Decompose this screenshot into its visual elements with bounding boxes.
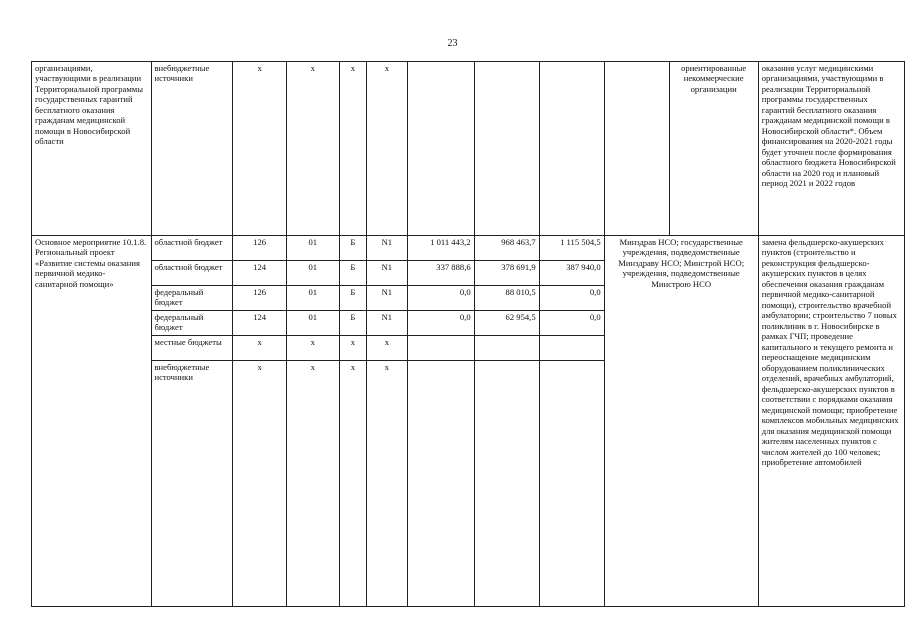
code-cell: 01	[286, 311, 339, 336]
funding-source-cell: областной бюджет	[151, 261, 233, 286]
value-cell	[474, 336, 539, 361]
funding-source-cell: федеральный бюджет	[151, 286, 233, 311]
value-cell: 88 010,5	[474, 286, 539, 311]
value-cell	[407, 62, 474, 236]
activity-name-cell: организациями, участвующими в реализации Территориальной программы государственных гарантий бесплатного оказания гражданам медицинской помощи в Новосибирской области	[32, 62, 152, 236]
code-cell: 126	[233, 236, 286, 261]
funding-source-cell: федеральный бюджет	[151, 311, 233, 336]
code-cell: х	[339, 336, 366, 361]
continuation-row	[32, 62, 905, 236]
code-cell: 124	[233, 311, 286, 336]
value-cell: 387 940,0	[539, 261, 604, 286]
value-cell: 968 463,7	[474, 236, 539, 261]
value-cell	[474, 62, 539, 236]
value-cell: 1 115 504,5	[539, 236, 604, 261]
code-cell: Б	[339, 261, 366, 286]
value-cell: 378 691,9	[474, 261, 539, 286]
value-cell: 0,0	[407, 286, 474, 311]
code-cell: х	[233, 62, 286, 236]
value-cell: 1 011 443,2	[407, 236, 474, 261]
funding-source-cell: внебюджетные источники	[151, 361, 233, 607]
code-cell: х	[286, 62, 339, 236]
code-cell: Б	[339, 286, 366, 311]
table-row	[32, 236, 905, 261]
code-cell: 01	[286, 286, 339, 311]
code-cell: х	[233, 361, 286, 607]
value-cell: 0,0	[539, 311, 604, 336]
code-cell: 01	[286, 261, 339, 286]
code-cell: Б	[339, 311, 366, 336]
code-cell: х	[366, 336, 407, 361]
code-cell: х	[339, 62, 366, 236]
code-cell: Б	[339, 236, 366, 261]
code-cell: х	[366, 62, 407, 236]
value-cell	[407, 336, 474, 361]
code-cell: N1	[366, 261, 407, 286]
executor-cell: ориентированные некоммерческие организации	[669, 62, 758, 236]
value-cell: 62 954,5	[474, 311, 539, 336]
program-table	[31, 61, 905, 607]
value-cell	[539, 361, 604, 607]
activity-name-cell: Основное мероприятие 10.1.8. Региональный проект «Развитие системы оказания первичной медико-санитарной помощи»	[32, 236, 152, 607]
code-cell: N1	[366, 236, 407, 261]
value-cell: 0,0	[407, 311, 474, 336]
page-number: 23	[447, 38, 458, 49]
result-cell: замена фельдшерско-акушерских пунктов (строительство и реконструкция фельдшерско-акушерских пунктов в целях обеспечения оказания гражданам первичной медико-санитарной помощи), строительство врачебной амбулатории; строительство 7 новых поликлиник в г. Новосибирске в рамках ГЧП; проведение капитального и текущего ремонта и переоснащение медицинским оборудованием поликлинических отделений, врачебных амбулаторий, фельдшерско-акушерских пунктов в соответствии с порядками оказания медицинской помощи; приобретение комплексов мобильных медицинских для оказания медицинской помощи жителям населенных пунктов с числом жителей до 100 человек; приобретение автомобилей	[758, 236, 904, 607]
code-cell: х	[286, 336, 339, 361]
empty-cell	[604, 62, 669, 236]
code-cell: N1	[366, 311, 407, 336]
value-cell	[539, 62, 604, 236]
value-cell: 337 888,6	[407, 261, 474, 286]
code-cell: 01	[286, 236, 339, 261]
funding-source-cell: местные бюджеты	[151, 336, 233, 361]
value-cell: 0,0	[539, 286, 604, 311]
code-cell: 126	[233, 286, 286, 311]
executor-cell: Минздрав НСО; государственные учреждения, подведомственные Минздраву НСО; Минстрой НСО; учреждения, подведомственные Минстрою НСО	[604, 236, 758, 607]
code-cell: х	[233, 336, 286, 361]
funding-source-cell: внебюджетные источники	[151, 62, 233, 236]
code-cell: х	[339, 361, 366, 607]
code-cell: 124	[233, 261, 286, 286]
code-cell: х	[286, 361, 339, 607]
funding-source-cell: областной бюджет	[151, 236, 233, 261]
result-cell: оказания услуг медицинскими организациями, участвующими в реализации Территориальной программы государственных гарантий бесплатного оказания гражданам медицинской помощи в Новосибирской области*. Объем финансирования на 2020-2021 годы будет уточнен после формирования областного бюджета Новосибирской области на 2020 год и плановый период 2021 и 2022 годов	[758, 62, 904, 236]
value-cell	[539, 336, 604, 361]
value-cell	[474, 361, 539, 607]
code-cell: N1	[366, 286, 407, 311]
value-cell	[407, 361, 474, 607]
code-cell: х	[366, 361, 407, 607]
